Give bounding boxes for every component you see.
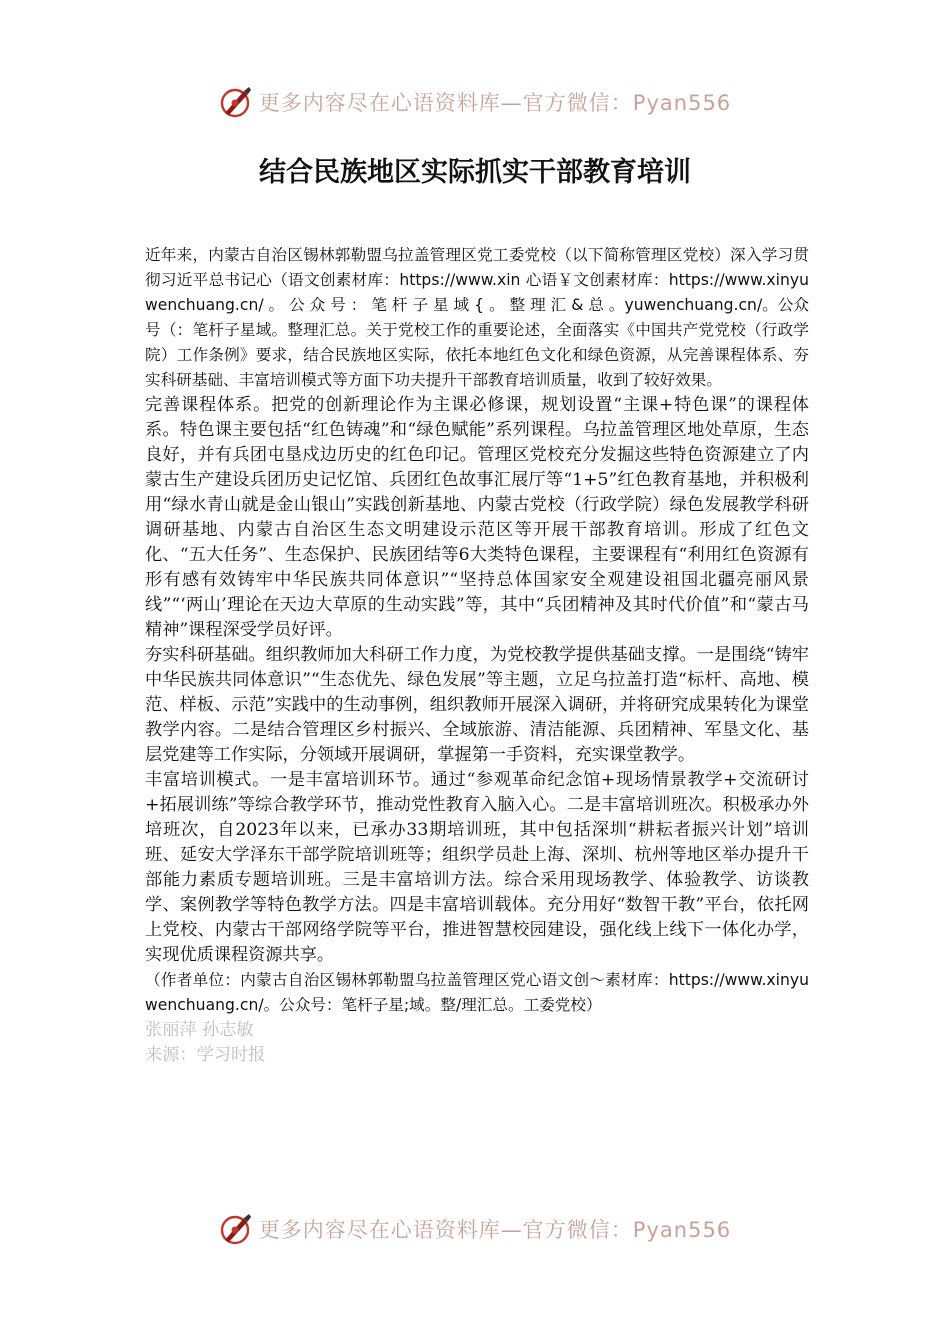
research-paragraph: 夯实科研基础。组织教师加大科研工作力度，为党校教学提供基础支撑。一是围绕“铸牢中华民族共同体意识”“生态优先、绿色发展”等主题，立足乌拉盖打造“标杆、高地、模范、样板、示范”实践中的生动事例，组织教师开展深入调研，并将研究成果转化为课堂教学内容。二是结合管理区乡村振兴、全域旅游、清洁能源、兵团精神、军垦文化、基层党建等工作实际，分领域开展调研，掌握第一手资料，充实课堂教学。 <box>145 645 809 765</box>
footer-banner <box>0 1209 950 1249</box>
banner-text: 更多内容尽在心语资料库—官方微信：Pyan556 <box>258 91 732 115</box>
header-banner <box>0 82 950 122</box>
article-body <box>145 243 809 1068</box>
pen-logo-icon <box>219 85 253 119</box>
author-unit: （作者单位：内蒙古自治区锡林郭勒盟乌拉盖管理区党心语文创～素材库：https://www.xinyuwenchuang.cn/。公众号：笔杆子星;域。整/理汇总。工委党校） <box>145 971 809 1014</box>
author-names: 张丽萍 孙志敏 <box>145 1020 254 1040</box>
source-line: 来源：学习时报 <box>145 1045 266 1065</box>
pen-logo-icon <box>219 1212 253 1246</box>
banner-text: 更多内容尽在心语资料库—官方微信：Pyan556 <box>258 1218 732 1242</box>
curriculum-paragraph: 完善课程体系。把党的创新理论作为主课必修课，规划设置“主课+特色课”的课程体系。特色课主要包括“红色铸魂”和“绿色赋能”系列课程。乌拉盖管理区地处草原，生态良好，并有兵团屯垦戍边历史的红色印记。管理区党校充分发掘这些特色资源建立了内蒙古生产建设兵团历史记忆馆、兵团红色故事汇展厅等“1+5”红色教育基地，并积极利用“绿水青山就是金山银山”实践创新基地、内蒙古党校（行政学院）绿色发展教学科研调研基地、内蒙古自治区生态文明建设示范区等开展干部教育培训。形成了红色文化、“五大任务”、生态保护、民族团结等6大类特色课程，主要课程有“利用红色资源有形有感有效铸牢中华民族共同体意识”“坚持总体国家安全观建设祖国北疆亮丽风景线”“‘两山’理论在天边大草原的生动实践”等，其中“兵团精神及其时代价值”和“蒙古马精神”课程深受学员好评。 <box>145 395 809 640</box>
training-paragraph: 丰富培训模式。一是丰富培训环节。通过“参观革命纪念馆+现场情景教学+交流研讨+拓展训练”等综合教学环节，推动党性教育入脑入心。二是丰富培训班次。积极承办外培班次，自2023年以来，已承办33期培训班，其中包括深圳“耕耘者振兴计划”培训班、延安大学泽东干部学院培训班等；组织学员赴上海、深圳、杭州等地区举办提升干部能力素质专题培训班。三是丰富培训方法。综合采用现场教学、体验教学、访谈教学、案例教学等特色教学方法。四是丰富培训载体。充分用好“数智干教”平台，依托网上党校、内蒙古干部网络学院等平台，推进智慧校园建设，强化线上线下一体化办学，实现优质课程资源共享。 <box>145 770 809 965</box>
article-title: 结合民族地区实际抓实干部教育培训 <box>259 157 691 188</box>
intro-paragraph: 近年来，内蒙古自治区锡林郭勒盟乌拉盖管理区党工委党校（以下简称管理区党校）深入学习贯彻习近平总书记心（语文创素材库：https://www.xin 心语￥文创素材库：https://www.xinyuwenchuang.cn/ 。 公 众 号 ： 笔 杆 子 星 域 { 。 整 理 汇 & 总 。yuwenchuang.cn/。公众号（：笔杆子星域。整理汇总。关于党校工作的重要论述，全面落实《中国共产党党校（行政学院）工作条例》要求，结合民族地区实际，依托本地红色文化和绿色资源，从完善课程体系、夯实科研基础、丰富培训模式等方面下功夫提升干部教育培训质量，收到了较好效果。 <box>145 246 809 389</box>
